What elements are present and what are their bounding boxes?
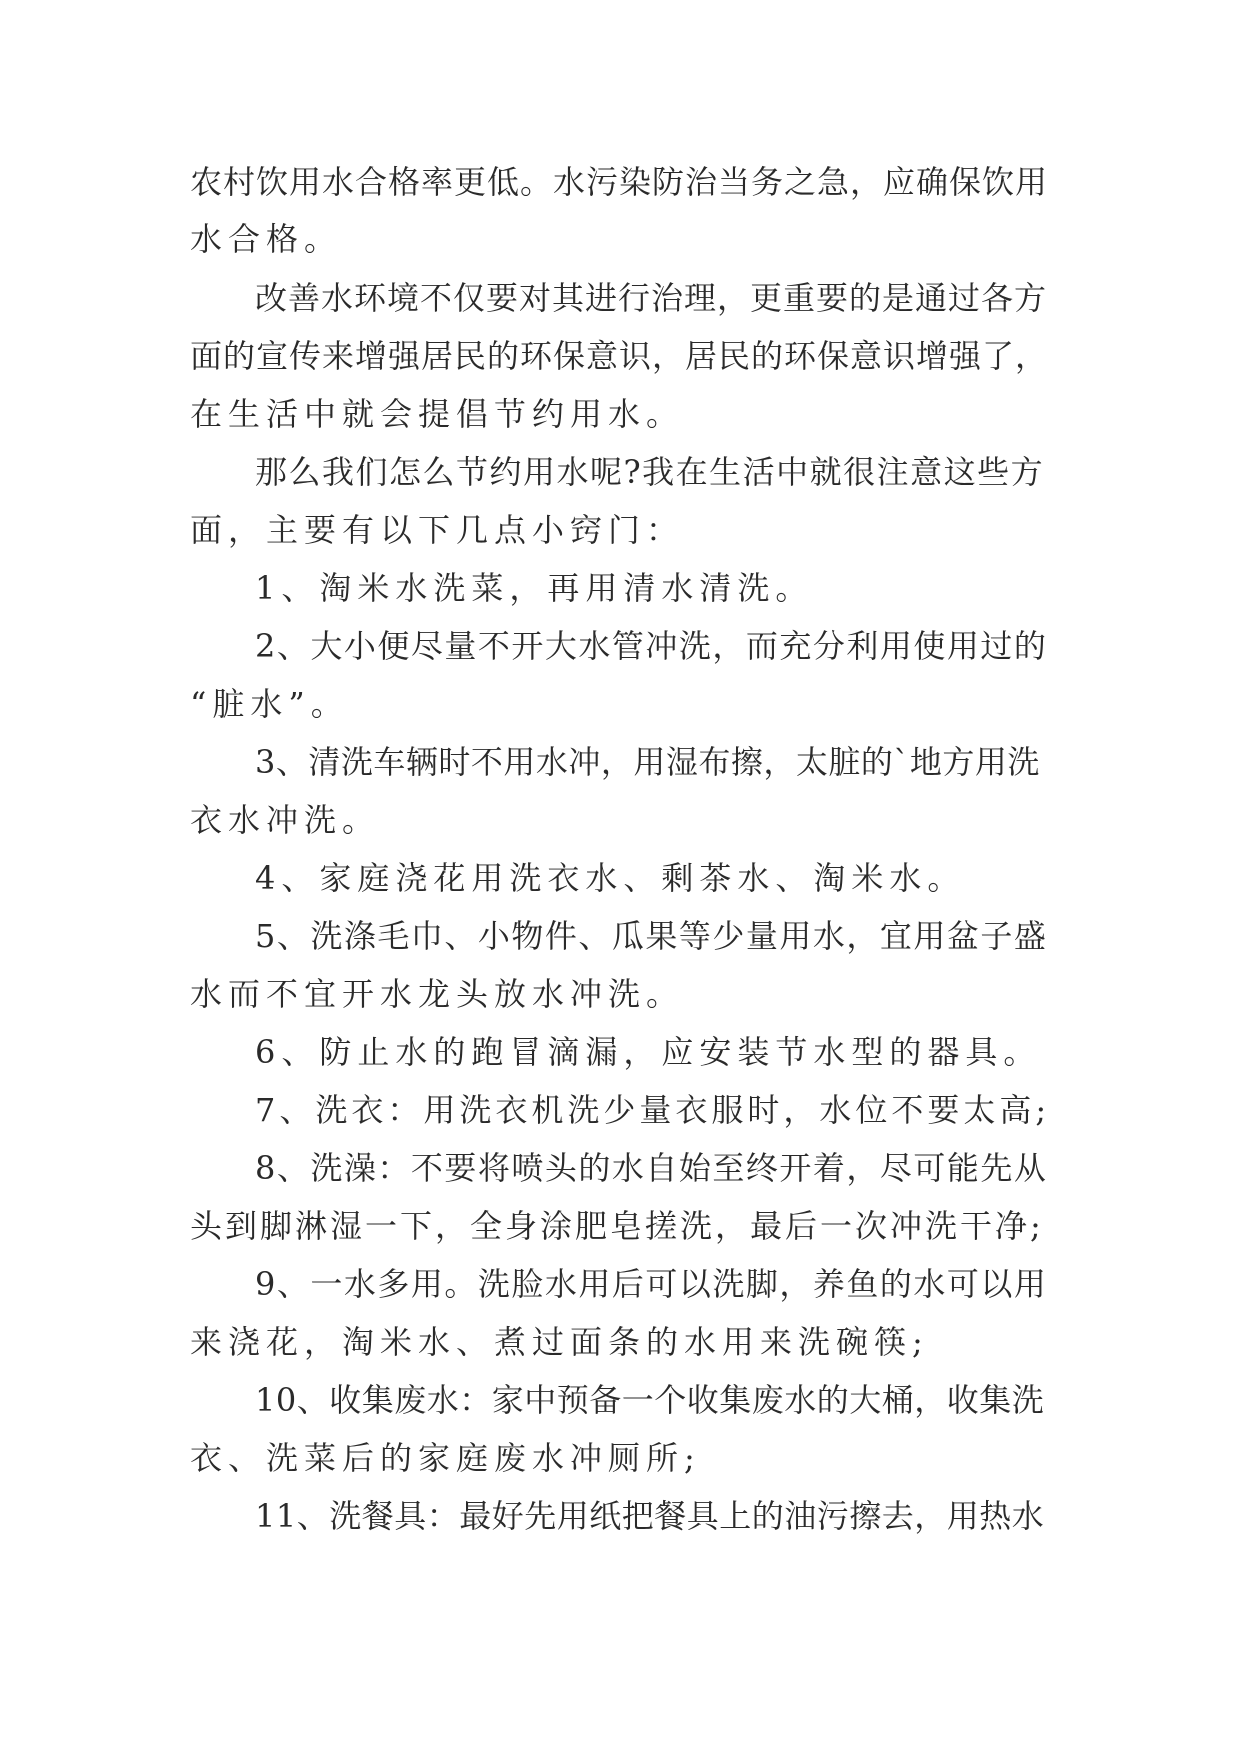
list-item: 11、洗餐具：最好先用纸把餐具上的油污擦去，用热水 — [255, 1497, 1045, 1535]
list-item: 1、淘米水洗菜，再用清水清洗。 — [255, 569, 814, 607]
list-item: 7、洗衣：用洗衣机洗少量衣服时，水位不要太高; — [255, 1091, 1051, 1129]
text-line: 改善水环境不仅要对其进行治理，更重要的是通过各方 — [255, 279, 1048, 317]
text-line: 水而不宜开水龙头放水冲洗。 — [190, 975, 685, 1013]
list-item: 2、大小便尽量不开大水管冲洗，而充分利用使用过的 — [255, 627, 1048, 665]
text-line: 头到脚淋湿一下，全身涂肥皂搓洗，最后一次冲洗干净; — [190, 1207, 1044, 1245]
text-line: 来浇花，淘米水、煮过面条的水用来洗碗筷; — [190, 1323, 929, 1361]
text-line: 面的宣传来增强居民的环保意识，居民的环保意识增强了， — [190, 337, 1049, 375]
text-line: 那么我们怎么节约用水呢?我在生活中就很注意这些方 — [255, 453, 1045, 491]
text-line: 衣、洗菜后的家庭废水冲厕所; — [190, 1439, 701, 1477]
text-line: 农村饮用水合格率更低。水污染防治当务之急，应确保饮用 — [190, 163, 1049, 201]
text-line: 面，主要有以下几点小窍门： — [190, 511, 685, 549]
list-item: 10、收集废水：家中预备一个收集废水的大桶，收集洗 — [255, 1381, 1045, 1419]
list-item: 3、清洗车辆时不用水冲，用湿布擦，太脏的`地方用洗 — [255, 743, 1040, 781]
list-item: 9、一水多用。洗脸水用后可以洗脚，养鱼的水可以用 — [255, 1265, 1048, 1303]
text-line: 水合格。 — [190, 220, 343, 258]
text-line: “脏水”。 — [190, 685, 349, 723]
list-item: 8、洗澡：不要将喷头的水自始至终开着，尽可能先从 — [255, 1149, 1048, 1187]
text-line: 衣水冲洗。 — [190, 801, 381, 839]
list-item: 4、家庭浇花用洗衣水、剩茶水、淘米水。 — [255, 859, 966, 897]
list-item: 6、防止水的跑冒滴漏，应安装节水型的器具。 — [255, 1033, 1042, 1071]
text-line: 在生活中就会提倡节约用水。 — [190, 395, 685, 433]
list-item: 5、洗涤毛巾、小物件、瓜果等少量用水，宜用盆子盛 — [255, 917, 1048, 955]
